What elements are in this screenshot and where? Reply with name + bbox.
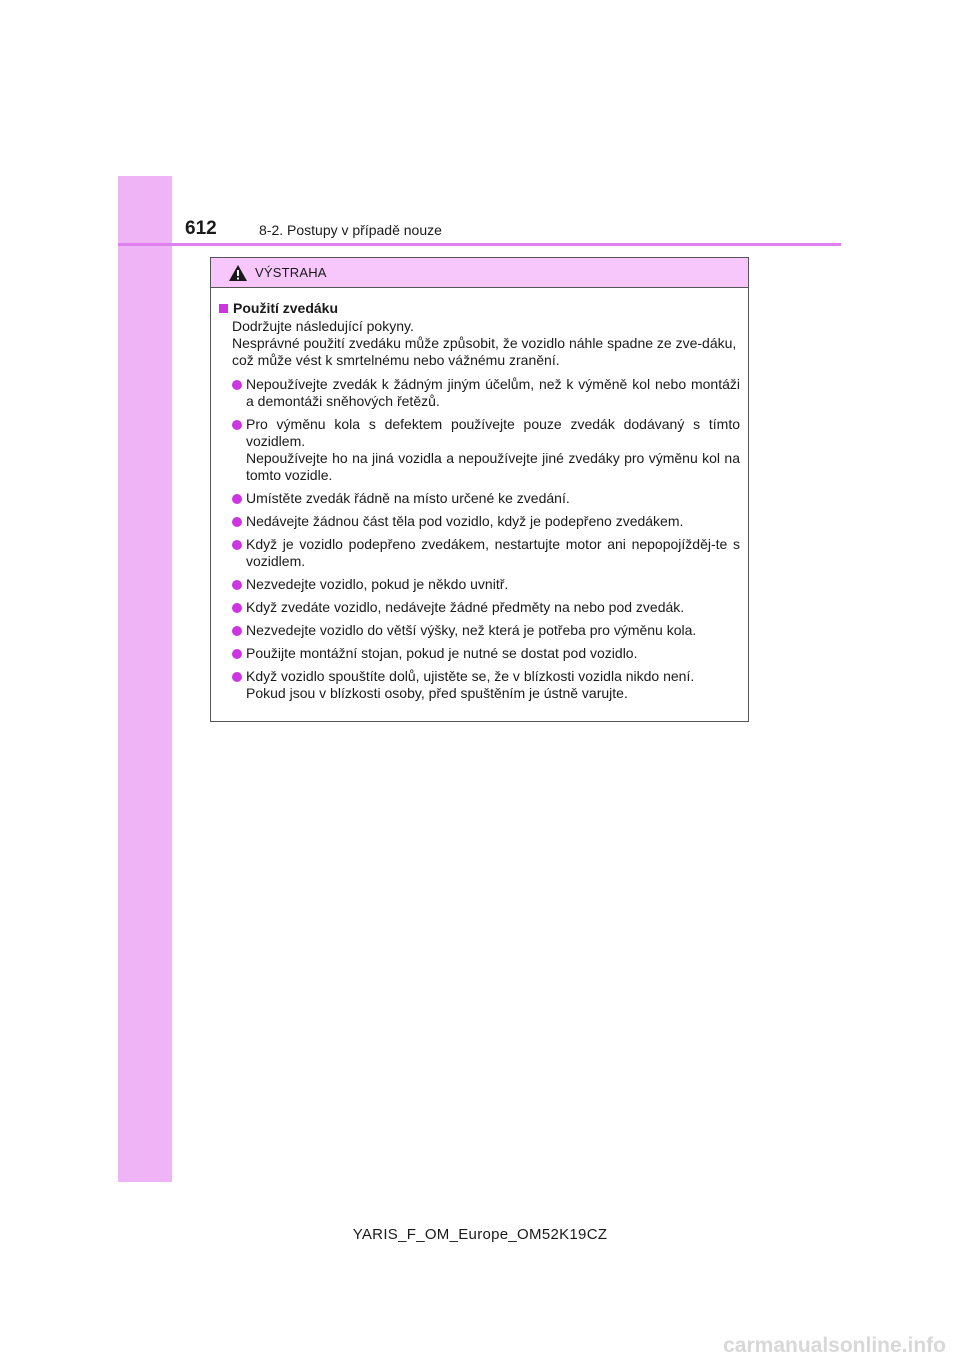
- round-bullet-icon: [232, 380, 242, 390]
- round-bullet-icon: [232, 626, 242, 636]
- round-bullet-icon: [232, 420, 242, 430]
- subsection-heading-text: Použití zvedáku: [233, 300, 339, 316]
- list-item-text: [246, 513, 740, 530]
- list-item-line: Nepoužívejte zvedák k žádným jiným účelům, než k výměně kol nebo montáži a demontáži sněhových řetězů.: [246, 376, 740, 409]
- list-item: [219, 490, 740, 507]
- list-item-text: [246, 536, 740, 570]
- section-title: 8-2. Postupy v případě nouze: [259, 222, 442, 238]
- list-item-line: Nedávejte žádnou část těla pod vozidlo, když je podepřeno zvedákem.: [246, 513, 684, 529]
- list-item: [219, 622, 740, 639]
- list-item: [219, 645, 740, 662]
- warning-box: [210, 257, 749, 722]
- list-item-text: [246, 376, 740, 410]
- intro-text: [219, 318, 740, 369]
- subsection-heading: [219, 300, 740, 317]
- round-bullet-icon: [232, 494, 242, 504]
- list-item: [219, 576, 740, 593]
- list-item-line: Pro výměnu kola s defektem používejte pouze zvedák dodávaný s tímto vozidlem.: [246, 416, 740, 449]
- list-item: [219, 536, 740, 570]
- round-bullet-icon: [232, 517, 242, 527]
- warning-title: VÝSTRAHA: [255, 265, 327, 280]
- intro-line: Nesprávné použití zvedáku může způsobit, že vozidlo náhle spadne ze zve-dáku, což může vést k smrtelnému nebo vážnému zranění.: [232, 335, 737, 368]
- list-item-line: Nezvedejte vozidlo do větší výšky, než která je potřeba pro výměnu kola.: [246, 622, 697, 638]
- page-number: 612: [185, 218, 217, 239]
- list-item-line: Umístěte zvedák řádně na místo určené ke zvedání.: [246, 490, 570, 506]
- warning-header: [211, 258, 748, 288]
- square-bullet-icon: [219, 304, 228, 313]
- list-item: [219, 376, 740, 410]
- warning-body: [211, 288, 748, 702]
- list-item-text: [246, 576, 740, 593]
- round-bullet-icon: [232, 603, 242, 613]
- list-item-line: Když zvedáte vozidlo, nedávejte žádné předměty na nebo pod zvedák.: [246, 599, 685, 615]
- round-bullet-icon: [232, 580, 242, 590]
- header-divider: [118, 243, 841, 246]
- list-item-line: Nezvedejte vozidlo, pokud je někdo uvnitř.: [246, 576, 509, 592]
- round-bullet-icon: [232, 672, 242, 682]
- round-bullet-icon: [232, 649, 242, 659]
- list-item-text: [246, 599, 740, 616]
- list-item-text: [246, 645, 740, 662]
- footer-document-code: YARIS_F_OM_Europe_OM52K19CZ: [352, 1226, 608, 1243]
- list-item-line: Nepoužívejte ho na jiná vozidla a nepoužívejte jiné zvedáky pro výměnu kol na tomto vozidle.: [246, 450, 740, 483]
- warning-bullet-list: [219, 376, 740, 702]
- intro-line: Dodržujte následující pokyny.: [232, 318, 414, 334]
- list-item-line: Když je vozidlo podepřeno zvedákem, nestartujte motor ani nepopojížděj-te s vozidlem.: [246, 536, 740, 569]
- list-item-text: [246, 490, 740, 507]
- side-tab-strip: [118, 176, 172, 1182]
- watermark: carmanualsonline.info: [723, 1334, 946, 1357]
- list-item: [219, 513, 740, 530]
- list-item: [219, 668, 740, 702]
- list-item-line: Pokud jsou v blízkosti osoby, před spuštěním je ústně varujte.: [246, 685, 628, 701]
- list-item-line: Použijte montážní stojan, pokud je nutné se dostat pod vozidlo.: [246, 645, 638, 661]
- list-item: [219, 599, 740, 616]
- list-item-text: [246, 416, 740, 484]
- warning-triangle-icon: [228, 264, 248, 282]
- round-bullet-icon: [232, 540, 242, 550]
- list-item-text: [246, 668, 740, 702]
- list-item-text: [246, 622, 740, 639]
- list-item: [219, 416, 740, 484]
- list-item-line: Když vozidlo spouštíte dolů, ujistěte se, že v blízkosti vozidla nikdo není.: [246, 668, 695, 684]
